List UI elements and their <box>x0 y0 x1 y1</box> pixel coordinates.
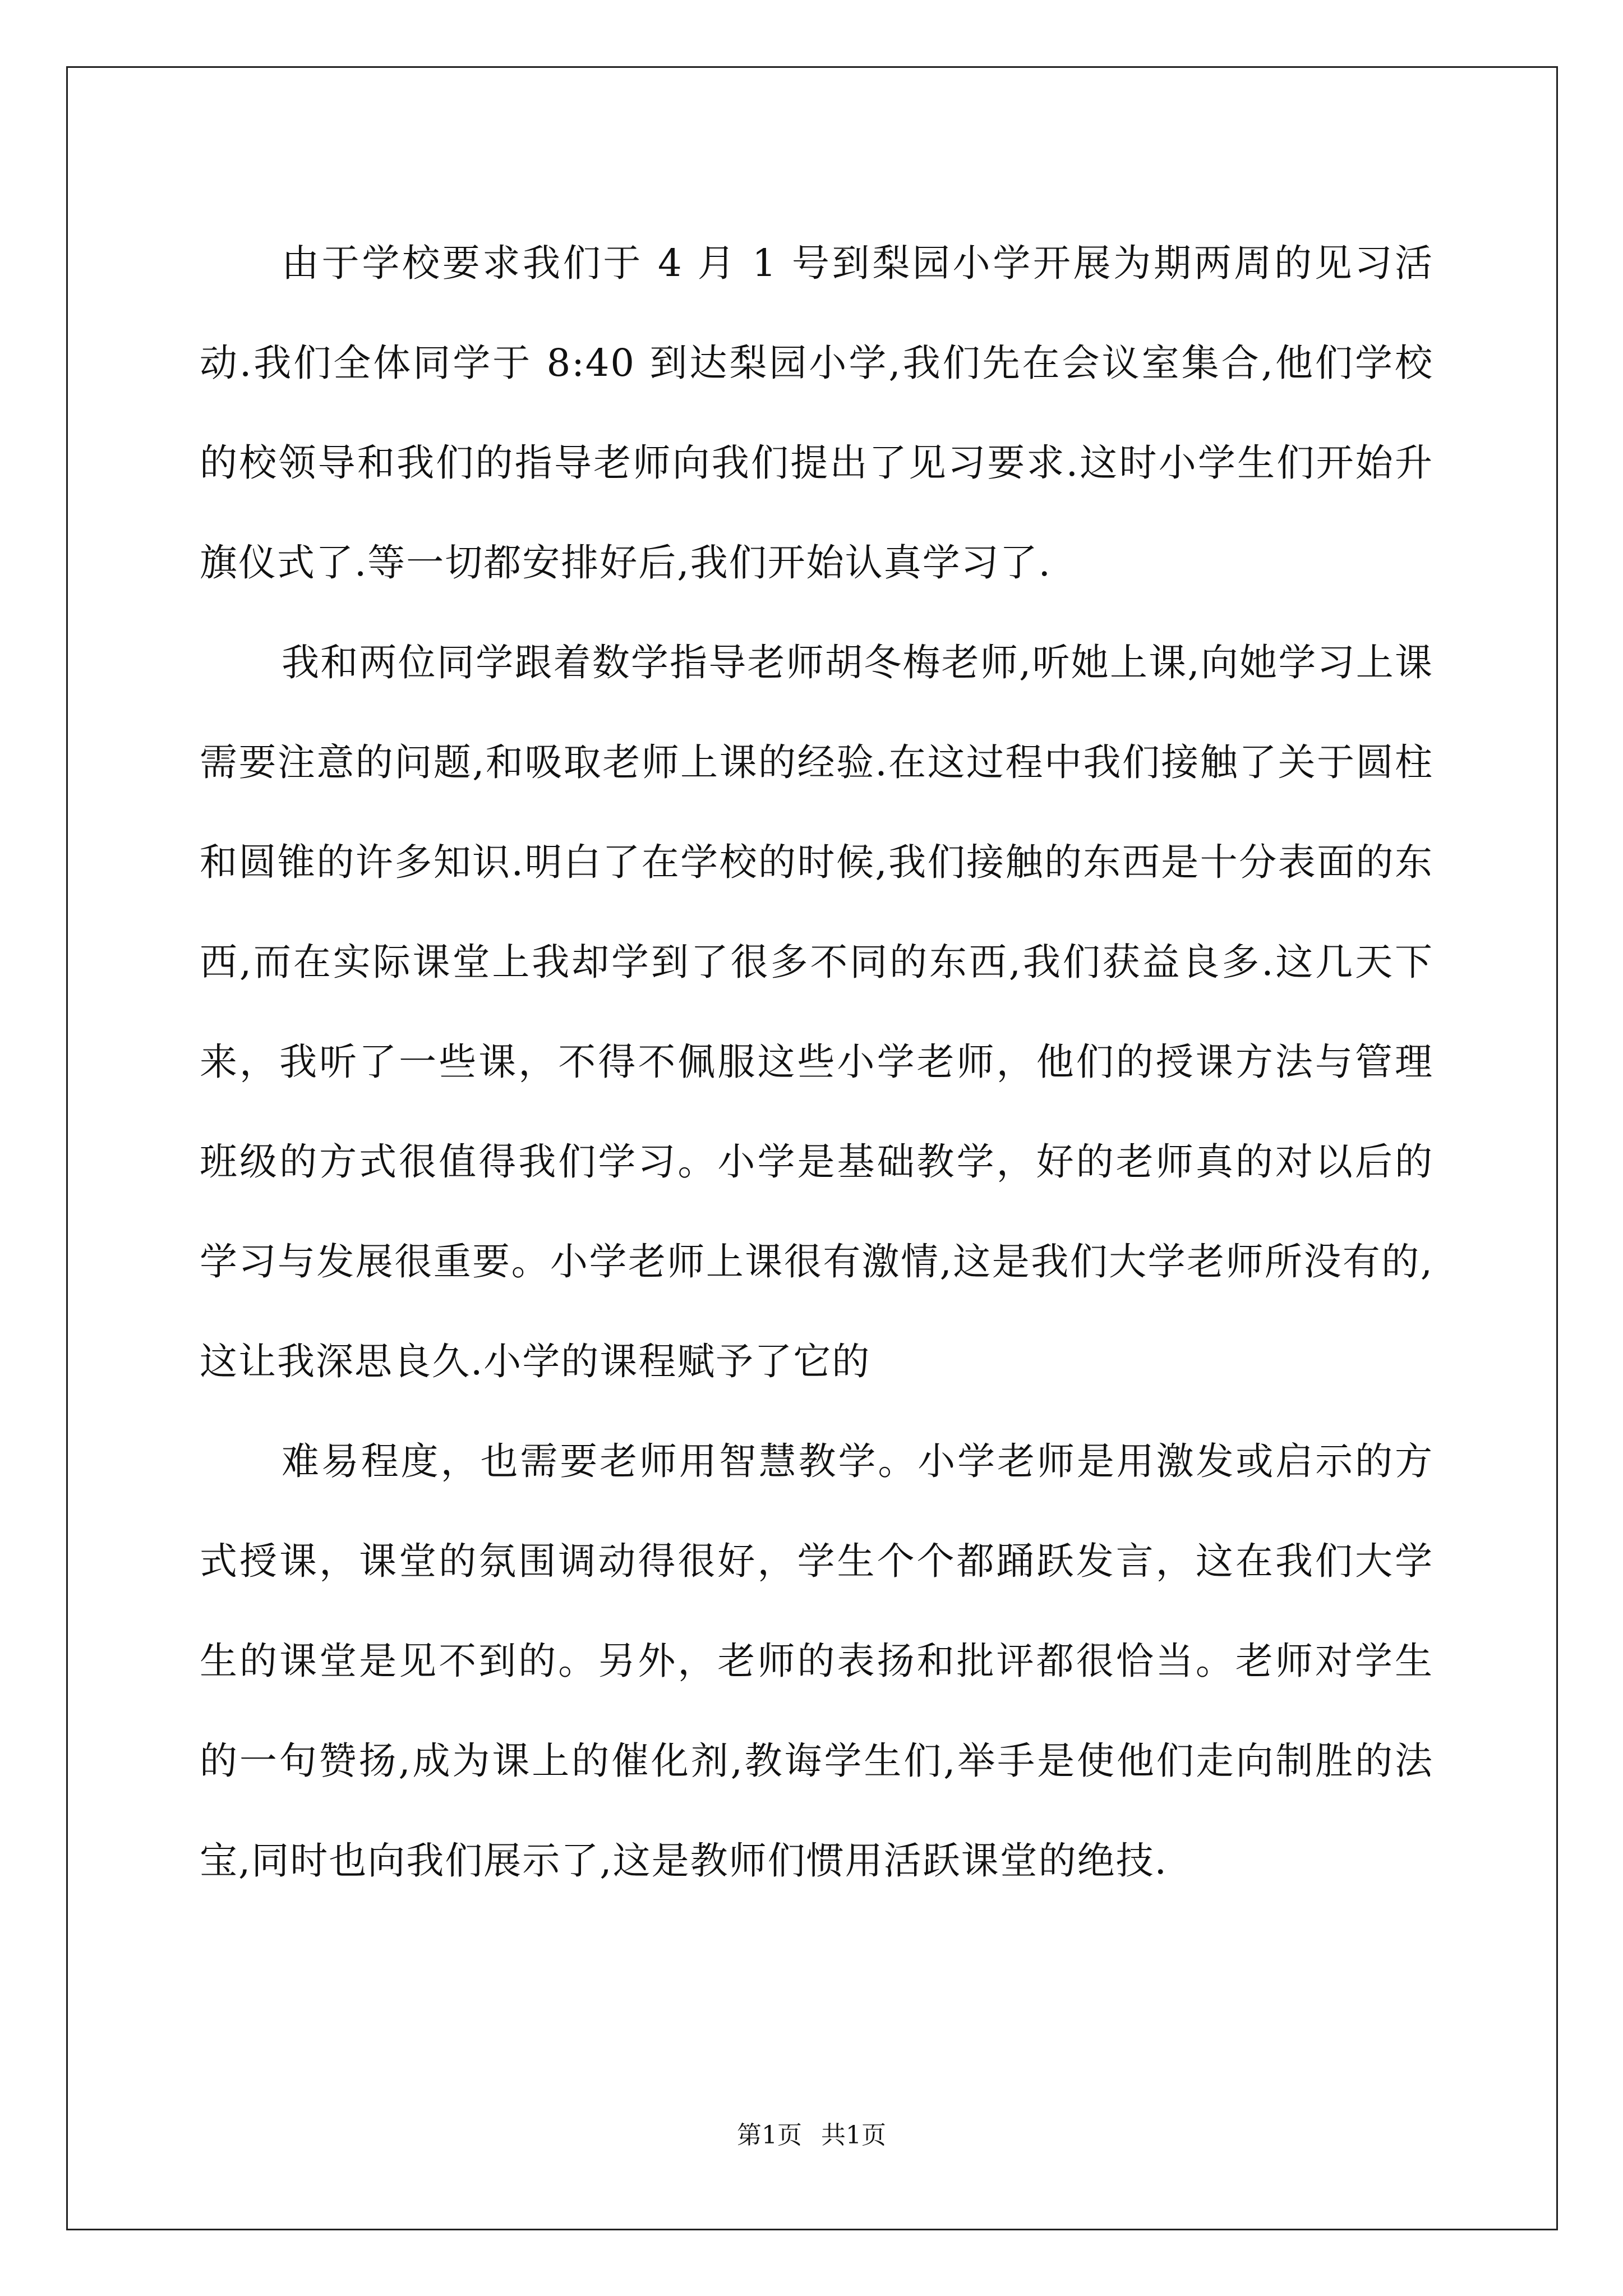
paragraph-2: 我和两位同学跟着数学指导老师胡冬梅老师,听她上课,向她学习上课需要注意的问题,和吸取老师上课的经验.在这过程中我们接触了关于圆柱和圆锥的许多知识.明白了在学校的时候,我们接触的东西是十分表面的东西,而在实际课堂上我却学到了很多不同的东西,我们获益良多.这几天下来，我听了一些课，不得不佩服这些小学老师，他们的授课方法与管理班级的方式很值得我们学习。小学是基础教学，好的老师真的对以后的学习与发展很重要。小学老师上课很有激情,这是我们大学老师所没有的,这让我深思良久.小学的课程赋予了它的 <box>200 641 1433 1383</box>
paragraph-1: 由于学校要求我们于 4 月 1 号到梨园小学开展为期两周的见习活动.我们全体同学于 8:40 到达梨园小学,我们先在会议室集合,他们学校的校领导和我们的指导老师向我们提出了见习要求.这时小学生们开始升旗仪式了.等一切都安排好后,我们开始认真学习了. <box>200 241 1433 585</box>
page-footer <box>0 2115 1623 2151</box>
page-number-current: 第1页 <box>737 2121 802 2150</box>
document-body <box>200 213 1433 1911</box>
page-number-total: 共1页 <box>821 2121 886 2150</box>
paragraph-3: 难易程度，也需要老师用智慧教学。小学老师是用激发或启示的方式授课，课堂的氛围调动得很好，学生个个都踊跃发言，这在我们大学生的课堂是见不到的。另外，老师的表扬和批评都很恰当。老师对学生的一句赞扬,成为课上的催化剂,教诲学生们,举手是使他们走向制胜的法宝,同时也向我们展示了,这是教师们惯用活跃课堂的绝技. <box>200 1439 1433 1883</box>
